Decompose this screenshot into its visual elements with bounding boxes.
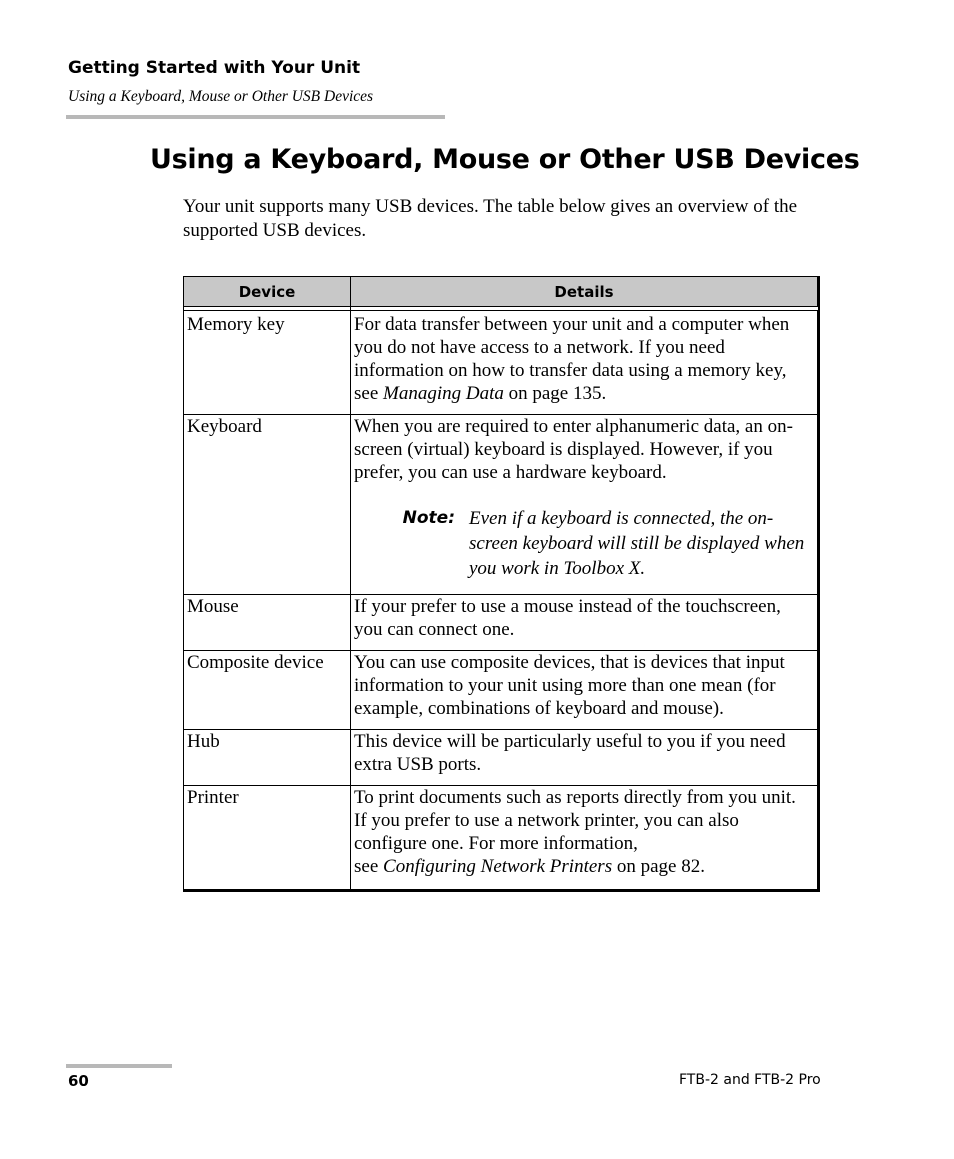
device-cell: Printer (184, 786, 351, 891)
details-text: on page 135. (503, 383, 607, 404)
details-cell (351, 786, 819, 891)
device-cell: Memory key (184, 311, 351, 415)
device-cell: Hub (184, 730, 351, 786)
details-text: To print documents such as reports directly from you unit. If you prefer to use a network printer, you can also configure one. For more information, (354, 787, 796, 854)
details-cell: You can use composite devices, that is devices that input information to your unit using more than one mean (for example, combinations of keyboard and mouse). (351, 651, 819, 730)
device-cell: Composite device (184, 651, 351, 730)
table-row (184, 730, 819, 786)
table-header-row (184, 277, 819, 307)
column-header-details: Details (351, 277, 819, 307)
header-rule (66, 115, 445, 119)
page-number: 60 (68, 1072, 89, 1090)
running-header-section: Using a Keyboard, Mouse or Other USB Devices (68, 88, 374, 105)
table-row (184, 651, 819, 730)
note-text: Even if a keyboard is connected, the on-screen keyboard will still be displayed when you work in Toolbox X. (469, 508, 805, 579)
details-text: For data transfer between your unit and a computer when you do not have access to a network. If you need information on how to transfer data using a memory key, see (354, 314, 790, 404)
column-header-device: Device (184, 277, 351, 307)
details-cell (351, 415, 819, 595)
details-text: see (354, 856, 384, 877)
table-row (184, 786, 819, 891)
table-row (184, 415, 819, 595)
usb-devices-table (183, 276, 820, 892)
note-block (354, 506, 813, 581)
cross-reference-link[interactable]: Configuring Network Printers (383, 856, 613, 877)
device-cell: Mouse (184, 595, 351, 651)
intro-paragraph: Your unit supports many USB devices. The table below gives an overview of the supported USB devices. (183, 196, 798, 241)
cross-reference-link[interactable]: Managing Data (383, 383, 504, 404)
device-cell: Keyboard (184, 415, 351, 595)
footer-rule (66, 1064, 172, 1068)
details-text: When you are required to enter alphanumeric data, an on-screen (virtual) keyboard is displayed. However, if you prefer, you can use a hardware keyboard. (354, 416, 793, 483)
running-header-chapter: Getting Started with Your Unit (68, 58, 361, 78)
note-label: Note: (402, 508, 455, 528)
table-row (184, 595, 819, 651)
details-cell (351, 311, 819, 415)
details-cell: If your prefer to use a mouse instead of the touchscreen, you can connect one. (351, 595, 819, 651)
details-cell: This device will be particularly useful to you if you need extra USB ports. (351, 730, 819, 786)
table-row (184, 311, 819, 415)
page-title: Using a Keyboard, Mouse or Other USB Devices (150, 144, 860, 175)
details-text: on page 82. (612, 856, 705, 877)
product-name: FTB-2 and FTB-2 Pro (679, 1072, 821, 1088)
